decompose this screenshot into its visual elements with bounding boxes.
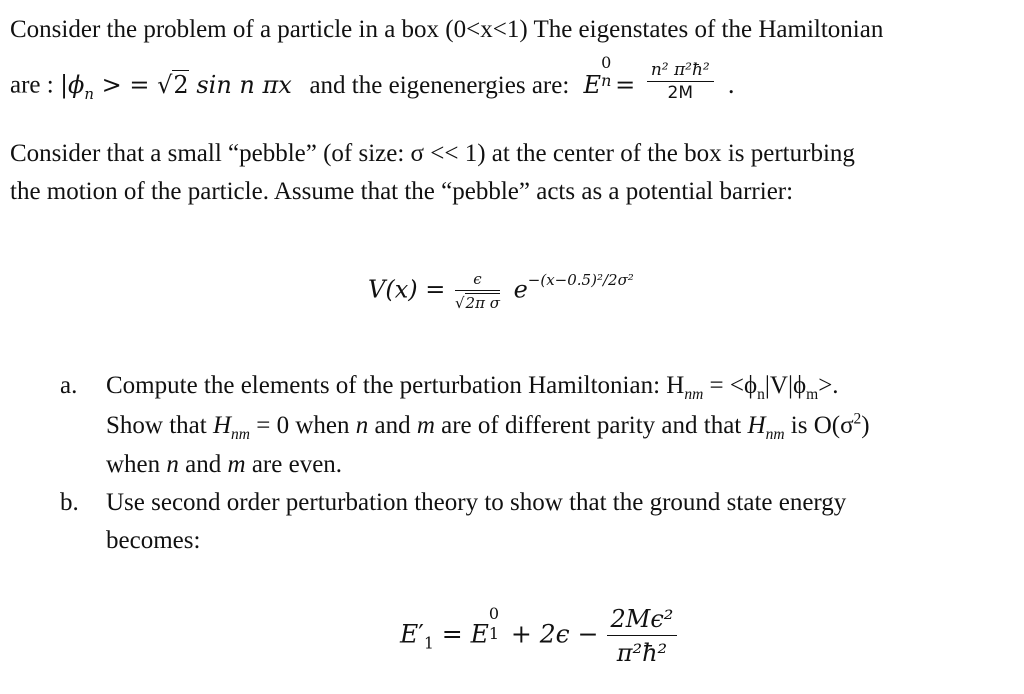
item-a-l2-sup: 2 xyxy=(853,410,862,428)
item-a-l2-H2: H xyxy=(747,412,766,439)
intro-line-2 xyxy=(10,52,736,106)
eigenstate-expression xyxy=(59,70,299,103)
energy-period: . xyxy=(727,70,736,99)
result-numerator: 2Mϵ² xyxy=(607,605,678,636)
energy-E: E xyxy=(583,70,602,99)
result-lhs-sub: 1 xyxy=(423,634,434,653)
result-rhs-E: E xyxy=(470,619,489,649)
item-b-line-2: becomes: xyxy=(106,527,201,554)
potential-denominator: √2π σ xyxy=(454,294,500,312)
item-a-line-3 xyxy=(106,452,342,477)
item-a-line1-text: Compute the elements of the perturbation Hamiltonian: H xyxy=(106,372,685,399)
item-a-l2-zero: = 0 when xyxy=(249,412,356,439)
intro-line-1: Consider the problem of a particle in a box (0<x<1) The eigenstates of the Hamiltonian xyxy=(10,16,884,43)
energy-expression xyxy=(583,52,736,103)
item-a-l3-when: when xyxy=(106,451,167,478)
item-a-sub-nm: nm xyxy=(684,386,704,403)
result-prime: ′ xyxy=(418,619,424,649)
item-a-l3-n: n xyxy=(166,451,179,478)
item-a-label: a. xyxy=(60,372,78,399)
result-fraction xyxy=(607,605,678,667)
potential-fraction xyxy=(455,270,500,312)
item-a-bra: = <ϕ xyxy=(703,372,758,399)
potential-den-value: 2π σ xyxy=(465,294,500,312)
exp-base: e xyxy=(513,275,528,304)
item-a-l2-order: is O(σ xyxy=(784,412,854,439)
item-b-label: b. xyxy=(60,489,79,516)
item-a-line-2 xyxy=(106,410,870,443)
item-a-l2-m: m xyxy=(416,412,435,439)
sqrt-two: 2 xyxy=(173,70,189,99)
potential-equation xyxy=(368,270,634,312)
pebble-line-1: Consider that a small “pebble” (of size: σ << 1) at the center of the box is perturbing xyxy=(10,140,855,167)
energy-fraction xyxy=(647,62,714,102)
energy-sup: 0 xyxy=(601,52,612,72)
result-plus-term: + 2ϵ − xyxy=(502,619,607,649)
item-a-sub-m: m xyxy=(806,386,819,403)
item-a-l3-and: and xyxy=(178,451,228,478)
item-a-l2-n: n xyxy=(355,412,369,439)
item-a-l3-m: m xyxy=(227,451,246,478)
item-a-l2-close: ) xyxy=(861,412,870,439)
result-rhs-sup: 0 xyxy=(488,603,500,623)
ket-sub-n: n xyxy=(84,84,95,103)
sqrt-symbol: √ xyxy=(157,70,173,99)
result-equation xyxy=(400,605,677,667)
item-a-l2-H: H xyxy=(212,412,232,439)
result-lhs-E: E xyxy=(400,619,419,649)
result-denominator: π²ħ² xyxy=(616,639,668,667)
item-b-line-1: Use second order perturbation theory to show that the ground state energy xyxy=(106,489,847,516)
energy-sub: n xyxy=(601,70,612,90)
intro-are-label: are : xyxy=(10,71,54,99)
item-a-line-1 xyxy=(106,372,839,403)
result-rhs-sub: 1 xyxy=(488,623,500,643)
exp-exponent: −(x−0.5)²/2σ² xyxy=(527,270,634,289)
energy-denominator: 2M xyxy=(667,83,694,103)
item-a-l2-sub: nm xyxy=(231,426,250,443)
result-rhs-scripts xyxy=(488,603,503,649)
ket-phi: |ϕ xyxy=(59,70,85,99)
item-a-operator: |V|ϕ xyxy=(764,372,807,399)
eigenenergies-label: and the eigenenergies are: xyxy=(309,71,570,99)
item-a-ket-close: >. xyxy=(818,372,839,399)
item-a-sub-n: n xyxy=(757,386,765,403)
item-a-l3-even: are even. xyxy=(245,451,343,478)
result-equals: = xyxy=(433,619,471,649)
energy-scripts xyxy=(601,52,615,97)
energy-equals: = xyxy=(615,70,636,99)
item-a-l2-parity: are of different parity and that xyxy=(434,412,748,439)
ket-close: > = xyxy=(94,70,158,99)
potential-lhs: V(x) = xyxy=(368,275,453,304)
pebble-line-2: the motion of the particle. Assume that the “pebble” acts as a potential barrier: xyxy=(10,178,794,205)
energy-numerator: n² π²ħ² xyxy=(647,62,714,82)
sin-term: sin n πx xyxy=(188,70,292,99)
potential-numerator: ϵ xyxy=(455,270,500,291)
item-a-l2-sub2: nm xyxy=(765,426,785,443)
item-a-l2-and: and xyxy=(368,412,417,439)
item-a-l2-show: Show that xyxy=(106,412,213,439)
